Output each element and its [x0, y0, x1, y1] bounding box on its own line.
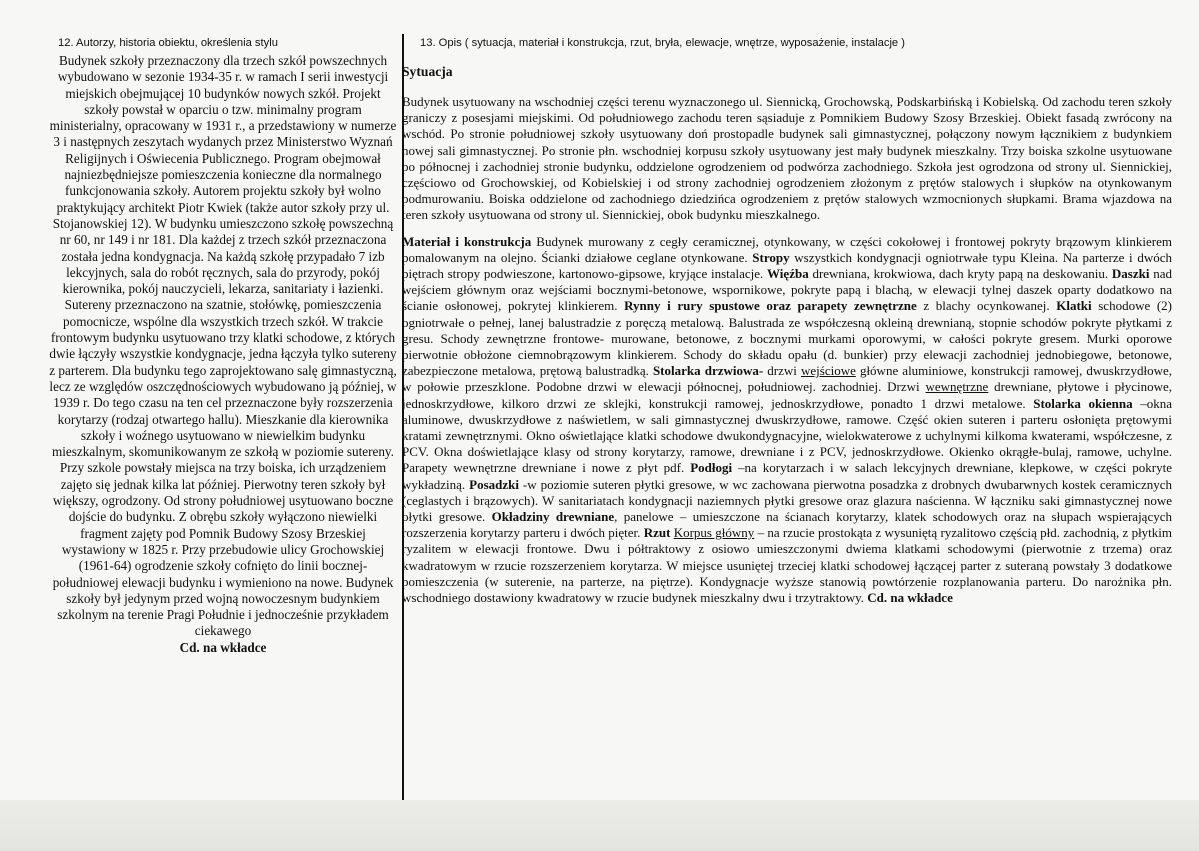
left-continued-note: Cd. na wkładce	[179, 639, 267, 655]
term-staircases: Klatki	[1056, 298, 1092, 314]
term-doors: Stolarka drzwiowa-	[652, 363, 764, 379]
left-column	[48, 36, 398, 796]
term-wood-cladding: Okładziny drewniane	[491, 509, 615, 525]
materials-text: Materiał i konstrukcja Budynek murowany z cegły ceramicznej, otynkowany, w części cokołowej i frontowej pokryty brązowym klinkierem pomalowanym na olejno. Ścianki działowe ceglane otynkowane. Stropy wszystkich kondygnacji ogniotrwałe typu Kleina. Na parterze i dwóch piętrach stropy podwieszone, kartonowo-gipsowe, kryjące instalacje. Więźba drewniana, krokwiowa, dach kryty papą na deskowaniu. Daszki nad wejściem głównym oraz wejściami bocznymi-betonowe, wspornikowe, pokryte papą i blachą, w elewacji tylnej daszek oparty dodatkowo na ścianie osłonowej, pokrytej klinkierem. Rynny i rury spustowe oraz parapety zewnętrzne z blachy ocynkowanej. Klatki schodowe (2) ogniotrwałe o pełnej, lanej balustradzie z poręczą metalową. Balustrada ze współczesną okleiną drewnianą, stopnie schodów pokryte płytkami z gresu. Schody zewnętrzne frontowe- murowane, betonowe, z bocznymi murkami oporowymi, w całości pokryte gresem. Murki oporowe pierwotnie obłożone ciemnobrązowym klinkierem. Schody do składu opału (d. bunkier) przy elewacji zachodniej jednobiegowe, betonowe, zabezpieczone metalowa, prętową balustradką. Stolarka drzwiowa- drzwi wejściowe główne aluminiowe, konstrukcji ramowej, dwuskrzydłowe, w połowie przeszklone. Podobne drzwi w elewacji północnej, południowej. zachodniej. Drzwi wewnętrzne drewniane, płytowe i płycinowe, jednoskrzydłowe, kilkoro drzwi ze sklejki, konstrukcji ramowej, jednoskrzydłowe, ponadto 1 drzwi metalowe. Stolarka okienna –okna aluminowe, dwuskrzydłowe z naświetlem, w sali gimnastycznej dwuskrzydłowe, ramowe. Część okien suteren i parteru osłonięta prętowymi kratami zewnętrznymi. Okno oświetlające klatki schodowe dwukondygnacyjne, wielokwaterowe z uchylnymi kilkoma kwaterami, współczesne, z PCV. Okna doświetlające klasy od strony korytarzy, ramowe, drewniane i z PCV, jednoskrzydłowe. Okienko okrągłe-bulaj, ramowe, uchylne. Parapety wewnętrzne drewniane i nowe z płyt pdf. Podłogi –na korytarzach i w salach lekcyjnych drewniane, klepkowe, w części pokryte wykładziną. Posadzki -w poziomie suteren płytki gresowe, w wc zachowana pierwotna posadzka z drobnych dwubarwnych kostek ceramicznych (ceglastych i brązowych). W sanitariatach kondygnacji naziemnych płytki gresowe oraz glazura naścienna. W łączniku saki gimnastycznej nowe ołytki gresowe. Okładziny drewniane, panelowe – umieszczone na ścianach korytarzy, klatek schodowych oraz na słupach wspierających rozszerzenia korytarzy parteru i dwóch pięter. Rzut Korpus główny – na rzucie prostokąta z wysuniętą ryzalitowo częścią płd. zachodnią, z płytkim ryzalitem w elewacji frontowe. Dwu i półtraktowy z osiowo umieszczonymi dwiema klatkami schodowymi (pierwotnie z trzema) oraz kwadratowym w rzucie rozszerzeniem korytarza. W miejsce usuniętej trzeciej klatki schodowej łączącej parter z suteraną powstały 3 dodatkowe pomieszczenia (w suterenie, na parterze, na piętrze). Kondygnacje wyższe stanowią powtórzenie rozplanowania parteru. Do narożnika płn. wschodniego dostawiony kwadratowy w rzucie budynek mieszkalny dwu i trzytraktowy. Cd. na wkładce	[402, 233, 1172, 606]
situation-heading: Sytuacja	[402, 64, 453, 79]
section-12-header: 12. Autorzy, historia obiektu, określenia stylu	[58, 37, 278, 49]
term-windows: Stolarka okienna	[1033, 395, 1133, 411]
section-13-header: 13. Opis ( sytuacja, materiał i konstrukcja, rzut, bryła, elewacje, wnętrze, wyposażenie, instalacje )	[420, 37, 905, 49]
history-text: Budynek szkoły przeznaczony dla trzech szkół powszechnych wybudowano w sezonie 1934-35 r. w ramach I serii inwestycji miejskich obejmującej 10 budynków nowych szkół. Projekt szkoły powstał w oparciu o tzw. minimalny program ministerialny, opracowany w 1931 r., a przedstawiony w numerze 3 i następnych zeszytach wydanych przez Ministerstwo Wyznań Religijnych i Oświecenia Publicznego. Program obejmował najniezbędniejsze pomieszczenia konieczne dla normalnego funkcjonowania szkoły. Autorem projektu szkoły był wolno praktykujący architekt Piotr Kwiek (także autor szkoły przy ul. Stojanowskiej 12). W budynku umieszczono szkołę powszechną nr 60, nr 149 i nr 181. Dla każdej z trzech szkół przeznaczona została jedna kondygnacja. Na każdą szkołę przypadało 7 izb lekcyjnych, sala do robót ręcznych, sala do przyrody, pokój kierownika, pokój nauczycieli, lekarza, sanitariaty i łazienki. Sutereny przeznaczono na szatnie, stołówkę, pomieszczenia pomocnicze, wspólne dla wszystkich trzech szkół. W trakcie frontowym budynku usytuowano trzy klatki schodowe, z których dwie łączyły wszystkie kondygnacje, jedna łączyła tylko sutereny z parterem. Dla budynku tego zaprojektowano salę gimnastyczną, lecz ze względów oszczędnościowych wybudowano ją później, w 1939 r. Do tego czasu na ten cel przeznaczone były rozszerzenia korytarzy (rodzaj otwartego hallu). Mieszkanie dla kierownika szkoły i woźnego usytuowano w niewielkim budynku mieszkalnym, skomunikowanym ze szkołą w poziomie sutereny. Przy szkole powstały miejsca na trzy boiska, ich urządzeniem zajęto się jednak kilka lat później. Pierwotny teren szkoły był większy, ogrodzony. Od strony południowej usytuowano boczne dojście do budynku. Z obrębu szkoły wyłączono niewielki fragment zajęty pod Pomnik Budowy Szosy Brzeskiej wystawiony w 1825 r. Przy przebudowie ulicy Grochowskiej (1961-64) ogrodzenie szkoły cofnięto do linii bocznej-południowej elewacji budynku i wymieniono na nowe. Budynek szkoły był jedynym przed wojną nowoczesnym budynkiem szkolnym na terenie Pragi Południe i jednocześnie przykładem ciekawego	[49, 53, 397, 639]
term-gutters: Rynny i rury spustowe oraz parapety zewnętrzne	[624, 298, 917, 314]
term-canopies: Daszki	[1111, 266, 1150, 282]
term-flooring: Posadzki	[469, 476, 519, 492]
term-floors: Podłogi	[690, 460, 733, 476]
right-column	[402, 36, 1172, 796]
term-materials: Materiał i konstrukcja	[402, 233, 532, 249]
term-plan: Rzut	[643, 525, 671, 541]
term-roof-truss: Więźba	[767, 266, 809, 282]
scan-bottom-margin	[0, 800, 1199, 851]
term-ceilings: Stropy	[752, 249, 790, 265]
right-continued-note: Cd. na wkładce	[867, 590, 953, 606]
situation-text: Budynek usytuowany na wschodniej części terenu wyznaczonego ul. Siennicką, Grochowską, Podskarbińską i Kobielską. Od zachodu teren szkoły graniczy z posesjami miejskimi. Od południowego zachodu teren sąsiaduje z Pomnikiem Budowy Szosy Brzeskiej. Obiekt fasadą zwrócony na wschód. Po stronie południowej szkoły usytuowany doń prostopadle budynek sali gimnastycznej, połączony nowym łącznikiem z budynkiem nowej sali gimnastycznej. Po stronie płn. wschodniej korpusu szkoły usytuowany jest mały budynek mieszkalny. Trzy boiska szkolne usytuowane po północnej i zachodniej stronie budynku, oddzielone ogrodzeniem od podwórza zachodniego. Szkoła jest ogrodzona od strony ul. Siennickiej, częściowo od Grochowskiej, od Kobielskiej i od strony zachodniej ogrodzeniem złożonym z prętów stalowych i słupków na otynkowanym podmurowaniu. Boiska oddzielone od zachodniego dziedzińca ogrodzeniem z prętów stalowych wzmocnionych słupkami. Brama wjazdowa na teren szkoły usytuowana od strony ul. Siennickiej, obok budynku mieszkalnego.	[402, 94, 1172, 223]
